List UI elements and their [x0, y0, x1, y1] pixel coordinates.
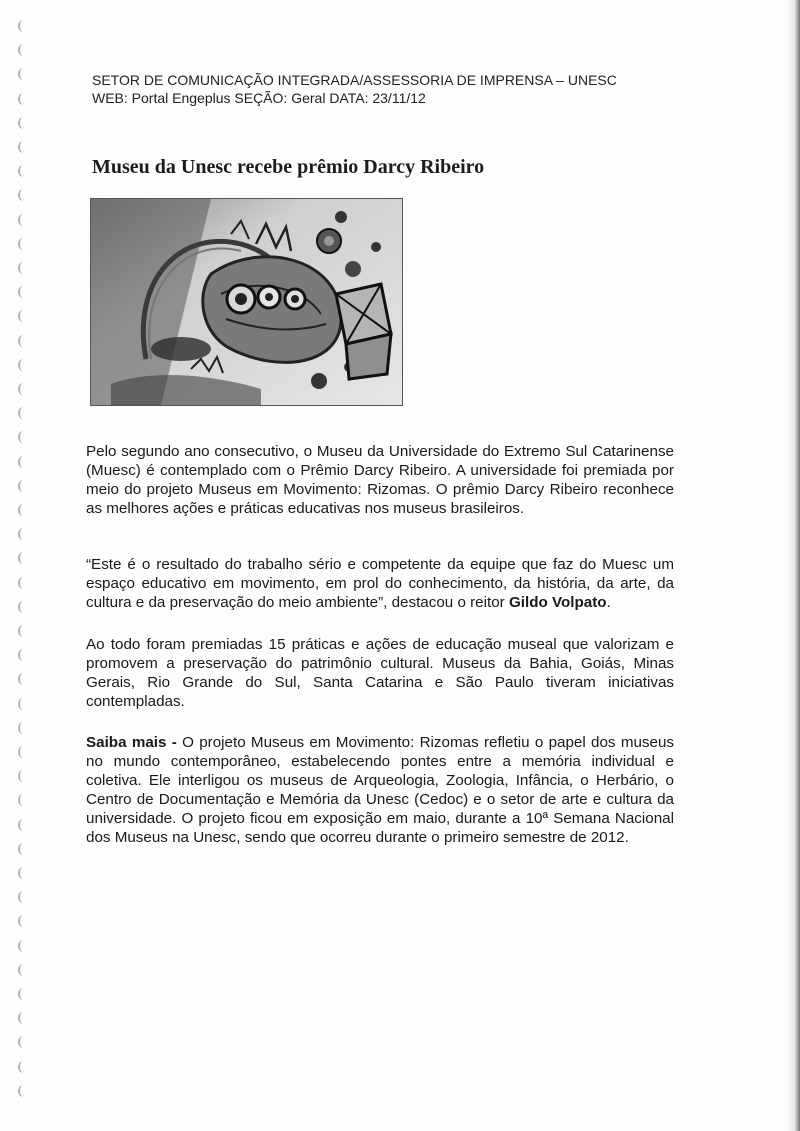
binder-hole: [18, 940, 28, 952]
binder-hole: [18, 1036, 28, 1048]
binder-hole: [18, 601, 28, 613]
rector-name: Gildo Volpato: [508, 594, 607, 611]
binder-hole: [18, 722, 28, 734]
binder-hole: [18, 504, 28, 516]
binder-hole: [18, 407, 28, 419]
binder-hole: [18, 673, 28, 685]
binder-hole: [18, 456, 28, 468]
binder-hole: [18, 262, 28, 274]
press-office-header: [92, 71, 712, 107]
paragraph-3: Ao todo foram premiadas 15 práticas e ações de educação museal que valorizam e promovem a preservação do patrimônio cultural. Museus da Bahia, Goiás, Minas Gerais, Rio Grande do Sul, Santa Catarina e São Paulo tiveram iniciativas contempladas.: [86, 636, 674, 710]
binder-hole: [18, 310, 28, 322]
paragraph-4-text: O projeto Museus em Movimento: Rizomas refletiu o papel dos museus no mundo contemporâneo, estabelecendo pontes entre a memória individual e coletiva. Ele interligou os museus de Arqueologia, Zoologia, Infância, o Herbário, o Centro de Documentação e Memória da Unesc (Cedoc) e o setor de arte e cultura da universidade. O projeto ficou em exposição em maio, durante a 10ª Semana Nacional dos Museus na Unesc, sendo que ocorreu durante o primeiro semestre de 2012.: [86, 734, 674, 846]
binder-hole: [18, 44, 28, 56]
binder-hole: [18, 117, 28, 129]
binder-hole: [18, 335, 28, 347]
binder-hole: [18, 68, 28, 80]
binder-hole: [18, 843, 28, 855]
paragraph-4: [86, 733, 674, 847]
binder-hole: [18, 20, 28, 32]
paragraph-1: Pelo segundo ano consecutivo, o Museu da Universidade do Extremo Sul Catarinense (Muesc) é contemplado com o Prêmio Darcy Ribeiro. A universidade foi premiada por meio do projeto Museus em Movimento: Rizomas. O prêmio Darcy Ribeiro reconhece as melhores ações e práticas educativas nos museus brasileiros.: [86, 443, 674, 517]
binder-hole: [18, 141, 28, 153]
binder-hole: [18, 1085, 28, 1097]
binder-hole: [18, 383, 28, 395]
article-title: Museu da Unesc recebe prêmio Darcy Ribeiro: [92, 156, 485, 178]
binder-hole: [18, 214, 28, 226]
binder-hole: [18, 1061, 28, 1073]
binder-hole: [18, 165, 28, 177]
header-line-1: SETOR DE COMUNICAÇÃO INTEGRADA/ASSESSORIA DE IMPRENSA – UNESC: [92, 72, 617, 88]
binder-hole: [18, 770, 28, 782]
binder-hole: [18, 819, 28, 831]
paragraph-2: [86, 555, 674, 612]
paragraph-2-end: .: [606, 594, 611, 611]
binder-holes: [18, 20, 32, 1120]
binder-hole: [18, 359, 28, 371]
museum-artwork-illustration: [91, 199, 402, 405]
paragraph-2-text: “Este é o resultado do trabalho sério e competente da equipe que faz do Muesc um espaço educativo em movimento, em prol do conhecimento, da história, da arte, da cultura e da preservação do meio ambiente”, destacou o reitor: [86, 556, 674, 611]
saiba-mais-label: Saiba mais -: [86, 734, 177, 751]
binder-hole: [18, 431, 28, 443]
binder-hole: [18, 1012, 28, 1024]
binder-hole: [18, 746, 28, 758]
binder-hole: [18, 915, 28, 927]
binder-hole: [18, 794, 28, 806]
binder-hole: [18, 698, 28, 710]
binder-hole: [18, 964, 28, 976]
binder-hole: [18, 528, 28, 540]
binder-hole: [18, 625, 28, 637]
binder-hole: [18, 867, 28, 879]
scan-edge-shadow: [786, 0, 800, 1131]
binder-hole: [18, 649, 28, 661]
binder-hole: [18, 988, 28, 1000]
header-line-2: WEB: Portal Engeplus SEÇÃO: Geral DATA: 23/11/12: [92, 90, 426, 106]
article-photo: [90, 198, 403, 406]
binder-hole: [18, 93, 28, 105]
binder-hole: [18, 891, 28, 903]
binder-hole: [18, 238, 28, 250]
binder-hole: [18, 189, 28, 201]
binder-hole: [18, 286, 28, 298]
binder-hole: [18, 577, 28, 589]
binder-hole: [18, 480, 28, 492]
binder-hole: [18, 552, 28, 564]
